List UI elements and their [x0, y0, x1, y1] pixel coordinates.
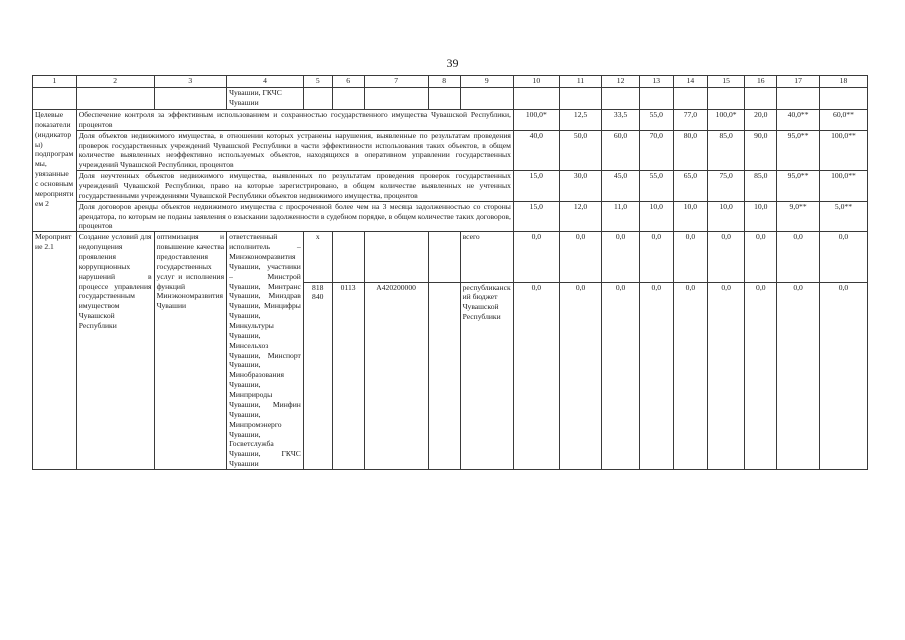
- col-number: 8: [428, 76, 460, 88]
- col-number: 15: [707, 76, 744, 88]
- indicator-value: 65,0: [673, 171, 707, 202]
- col-number: 6: [332, 76, 364, 88]
- executor-cell: Чувашии, ГКЧС Чувашии: [227, 88, 304, 110]
- funding-value: 0,0: [513, 232, 559, 282]
- indicator-value: 77,0: [673, 110, 707, 131]
- col-number: 16: [745, 76, 777, 88]
- target-article: А420200000: [364, 282, 428, 469]
- indicator-value: 33,5: [602, 110, 639, 131]
- indicator-value: 9,0**: [777, 201, 820, 232]
- indicator-value: 10,0: [673, 201, 707, 232]
- indicator-value: 95,0**: [777, 171, 820, 202]
- indicator-value: 30,0: [559, 171, 602, 202]
- targets-label: Целевые показатели (индикаторы) подпрограммы, увязанные с основным мероприятием 2: [33, 110, 77, 232]
- indicator-value: 85,0: [707, 130, 744, 170]
- program-table: [32, 75, 868, 470]
- indicator-value: 70,0: [639, 130, 673, 170]
- col-number: 10: [513, 76, 559, 88]
- section-code: 0113: [332, 282, 364, 469]
- measure-task: оптимизация и повышение качества предоставления государственных услуг и исполнения функций Минэкономразвития Чувашии: [154, 232, 227, 470]
- indicator-text: Доля договоров аренды объектов недвижимого имущества с просроченной более чем на 3 месяца задолженностью со стороны арендатора, по которым не поданы заявления о взыскании задолженности в судебном порядке, в общем количестве таких договоров, процентов: [76, 201, 513, 232]
- indicator-value: 10,0: [745, 201, 777, 232]
- col-number: 2: [76, 76, 154, 88]
- funding-value: 0,0: [639, 282, 673, 469]
- measure-executor: ответственный исполнитель – Минэкономразвития Чувашии, участники – Минстрой Чувашии, Минтранс Чувашии, Минздрав Чувашии, Минцифры Чувашии, Минкультуры Чувашии, Минсельхоз Чувашии, Минспорт Чувашии, Минобразования Чувашии, Минприроды Чувашии, Минфин Чувашии, Минпромэнерго Чувашии, Госветслужба Чувашии, ГКЧС Чувашии: [227, 232, 304, 470]
- col-number: 18: [819, 76, 867, 88]
- indicator-value: 50,0: [559, 130, 602, 170]
- indicator-value: 10,0: [639, 201, 673, 232]
- indicator-value: 55,0: [639, 171, 673, 202]
- indicator-row: [33, 171, 868, 202]
- continuation-row: [33, 88, 868, 110]
- col-number: 13: [639, 76, 673, 88]
- funding-value: 0,0: [707, 282, 744, 469]
- indicator-value: 90,0: [745, 130, 777, 170]
- indicator-value: 100,0*: [707, 110, 744, 131]
- col-number: 12: [602, 76, 639, 88]
- col-number: 7: [364, 76, 428, 88]
- funding-value: 0,0: [777, 232, 820, 282]
- indicator-value: 60,0: [602, 130, 639, 170]
- indicator-value: 15,0: [513, 171, 559, 202]
- indicator-value: 40,0**: [777, 110, 820, 131]
- indicator-value: 10,0: [707, 201, 744, 232]
- indicator-value: 12,5: [559, 110, 602, 131]
- funding-value: 0,0: [602, 282, 639, 469]
- indicator-row: [33, 201, 868, 232]
- indicator-value: 5,0**: [819, 201, 867, 232]
- indicator-value: 55,0: [639, 110, 673, 131]
- column-number-row: [33, 76, 868, 88]
- funding-value: 0,0: [707, 232, 744, 282]
- col-number: 1: [33, 76, 77, 88]
- funding-value: 0,0: [819, 232, 867, 282]
- col-number: 5: [303, 76, 332, 88]
- col-number: 14: [673, 76, 707, 88]
- funding-value: 0,0: [559, 232, 602, 282]
- col-number: 9: [460, 76, 513, 88]
- funding-value: 0,0: [602, 232, 639, 282]
- indicator-value: 100,0*: [513, 110, 559, 131]
- indicator-text: Доля объектов недвижимого имущества, в отношении которых устранены нарушения, выявленные по результатам проведения проверок государственных учреждений Чувашской Республики в части эффективности использования таких объектов, в общем количестве выявленных неэффективно используемых объектов, находящихся в оперативном управлении государственных учреждений Чувашской Республики, процентов: [76, 130, 513, 170]
- indicator-value: 20,0: [745, 110, 777, 131]
- funding-value: 0,0: [745, 232, 777, 282]
- funding-value: 0,0: [673, 282, 707, 469]
- col-number: 11: [559, 76, 602, 88]
- indicator-text: Обеспечение контроля за эффективным использованием и сохранностью государственного имущества Чувашской Республики, процентов: [76, 110, 513, 131]
- measure-total-row: [33, 232, 868, 282]
- funding-source: всего: [460, 232, 513, 282]
- indicator-value: 100,0**: [819, 130, 867, 170]
- grbs-total: x: [303, 232, 332, 282]
- indicator-value: 100,0**: [819, 171, 867, 202]
- funding-value: 0,0: [513, 282, 559, 469]
- indicator-value: 75,0: [707, 171, 744, 202]
- page-number: 39: [446, 56, 459, 70]
- grbs-codes: 818 840: [303, 282, 332, 469]
- indicator-row: [33, 130, 868, 170]
- funding-value: 0,0: [745, 282, 777, 469]
- indicator-value: 95,0**: [777, 130, 820, 170]
- funding-value: 0,0: [777, 282, 820, 469]
- indicator-row: [33, 110, 868, 131]
- funding-source: республиканский бюджет Чувашской Республики: [460, 282, 513, 469]
- measure-label: Мероприятие 2.1: [33, 232, 77, 470]
- funding-value: 0,0: [673, 232, 707, 282]
- measure-name: Создание условий для недопущения проявления коррупционных нарушений в процессе управления государственным имуществом Чувашской Республики: [76, 232, 154, 470]
- col-number: 17: [777, 76, 820, 88]
- indicator-value: 60,0**: [819, 110, 867, 131]
- indicator-value: 11,0: [602, 201, 639, 232]
- indicator-value: 45,0: [602, 171, 639, 202]
- col-number: 4: [227, 76, 304, 88]
- indicator-text: Доля неучтенных объектов недвижимого имущества, выявленных по результатам проведения проверок государственных учреждений Чувашской Республики, право на которые зарегистрировано, в общем количестве выявленных не учтенных государственными учреждениями Чувашской Республики объектов недвижимого имущества, процентов: [76, 171, 513, 202]
- funding-value: 0,0: [819, 282, 867, 469]
- indicator-value: 15,0: [513, 201, 559, 232]
- funding-value: 0,0: [639, 232, 673, 282]
- indicator-value: 80,0: [673, 130, 707, 170]
- funding-value: 0,0: [559, 282, 602, 469]
- indicator-value: 85,0: [745, 171, 777, 202]
- indicator-value: 12,0: [559, 201, 602, 232]
- indicator-value: 40,0: [513, 130, 559, 170]
- col-number: 3: [154, 76, 227, 88]
